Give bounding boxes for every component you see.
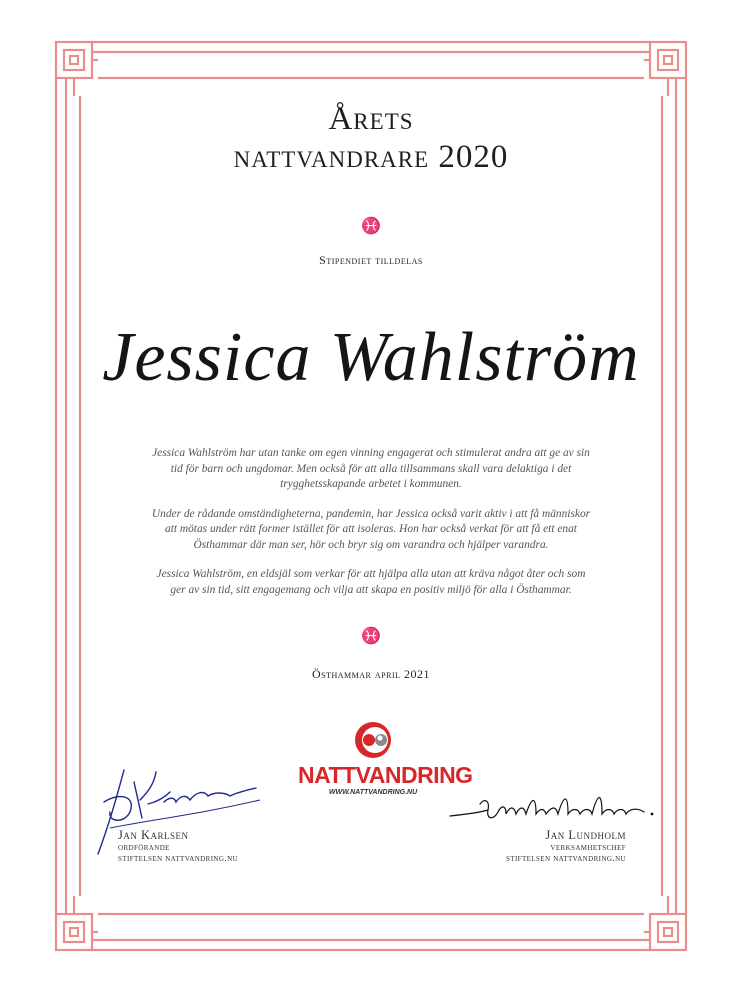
logo-url: WWW.NATTVANDRING.NU (328, 789, 418, 796)
corner-ornament-bottom-left (56, 896, 98, 950)
pisces-ornament-icon: ♓ (361, 216, 381, 235)
corner-ornament-top-left (56, 42, 98, 96)
signatory-name: Jan Karlsen (118, 828, 189, 842)
signatory-role: ordförande (118, 843, 170, 853)
signatory-org: stiftelsen nattvandring.nu (118, 854, 239, 864)
recipient-name: Jessica Wahlström (102, 319, 640, 396)
signature-block-right (506, 828, 626, 865)
place-date: Östhammar april 2021 (311, 667, 430, 681)
corner-ornament-top-right (644, 42, 686, 96)
certificate-title-line1: Årets (328, 101, 414, 137)
logo-wordmark: NATTVANDRING (298, 762, 473, 788)
corner-ornament-bottom-right (644, 896, 686, 950)
nattvandring-logo (298, 718, 473, 802)
logo-emblem-icon (298, 718, 448, 762)
signatory-name: Jan Lundholm (545, 828, 626, 842)
citation-text (150, 446, 592, 612)
citation-paragraph: Jessica Wahlström, en eldsjäl som verkar för att hjälpa alla utan att kräva något åter och som ger av sin tid, sitt engagemang och vilja att skapa en positiv miljö för alla i Östhammar. (156, 568, 586, 596)
signature-block-left (118, 828, 238, 865)
signature-jan-lundholm (448, 790, 660, 830)
certificate-title-line2: nattvandrare 2020 (233, 139, 509, 175)
awarded-label: Stipendiet tilldelas (319, 253, 423, 267)
citation-paragraph: Under de rådande omständigheterna, pandemin, har Jessica också varit aktiv i att få människor att mötas under rätt former istället för att isoleras. Hon har också verkat för att få ett enat Östhammar där man ser, hör och bryr sig om varandra och hjälper varandra. (151, 507, 591, 551)
signatory-role: verksamhetschef (550, 843, 626, 853)
pisces-ornament-icon: ♓ (361, 626, 381, 645)
citation-paragraph: Jessica Wahlström har utan tanke om egen vinning engagerat och stimulerat andra att ge av sin tid för barn och ungdomar. Men också för att alla tillsammans skall vara delaktiga i det trygghetsskapande arbetet i kommunen. (152, 447, 590, 490)
signatory-org: stiftelsen nattvandring.nu (505, 854, 626, 864)
